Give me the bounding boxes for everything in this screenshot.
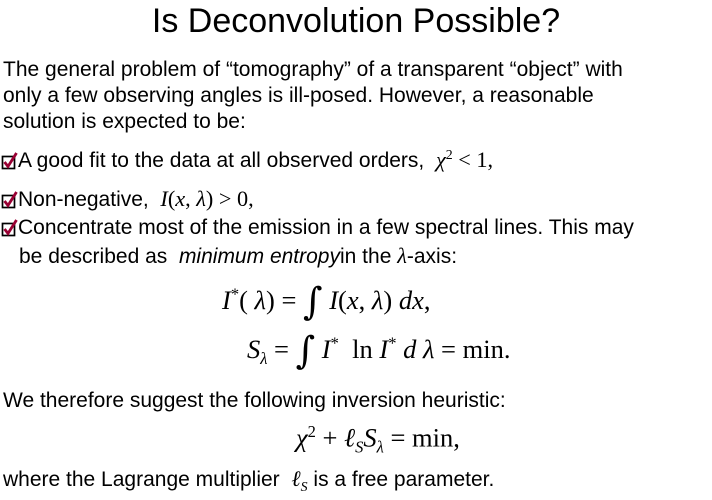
bullet-non-negative (1, 186, 254, 212)
bullet-text: A good fit to the data at all observed orders, $\chi^2 < 1$, (18, 147, 494, 172)
slide-title: Is Deconvolution Possible? (151, 2, 561, 40)
intro-line: The general problem of “tomography” of a transparent “object” with (3, 58, 623, 81)
checked-checkbox-icon (1, 217, 18, 237)
bullet-text: Concentrate most of the emission in a few spectral lines. This may (18, 216, 634, 239)
heuristic-intro-paragraph: We therefore suggest the following inversion heuristic: (3, 389, 506, 412)
intro-line: only a few observing angles is ill-posed. However, a reasonable (3, 84, 594, 107)
bullet-text: Non-negative, I(x, λ) > 0, (18, 186, 254, 211)
intro-paragraph (3, 57, 623, 135)
bullet-concentrate-emission (1, 216, 634, 240)
bullet-good-fit (1, 147, 493, 173)
checked-checkbox-icon (1, 189, 18, 209)
closing-paragraph: where the Lagrange multiplier ℓ$_S$ is a free parameter. (3, 466, 495, 495)
bullet-concentrate-emission-continued: be described as minimum entropyin the λ-axis: (19, 243, 458, 268)
formula-spectral-integral: I*( λ) = ∫ I(x, λ) dx, (222, 279, 431, 323)
formula-inversion-heuristic: $\chi^2$ + $\ell_SS_\lambda = \min$, (296, 422, 460, 457)
checked-checkbox-icon (1, 150, 18, 170)
intro-line: solution is expected to be: (3, 110, 246, 133)
formula-minimum-entropy: $S_\lambda$ = ∫ I* ln I* d λ = min. (247, 328, 511, 372)
